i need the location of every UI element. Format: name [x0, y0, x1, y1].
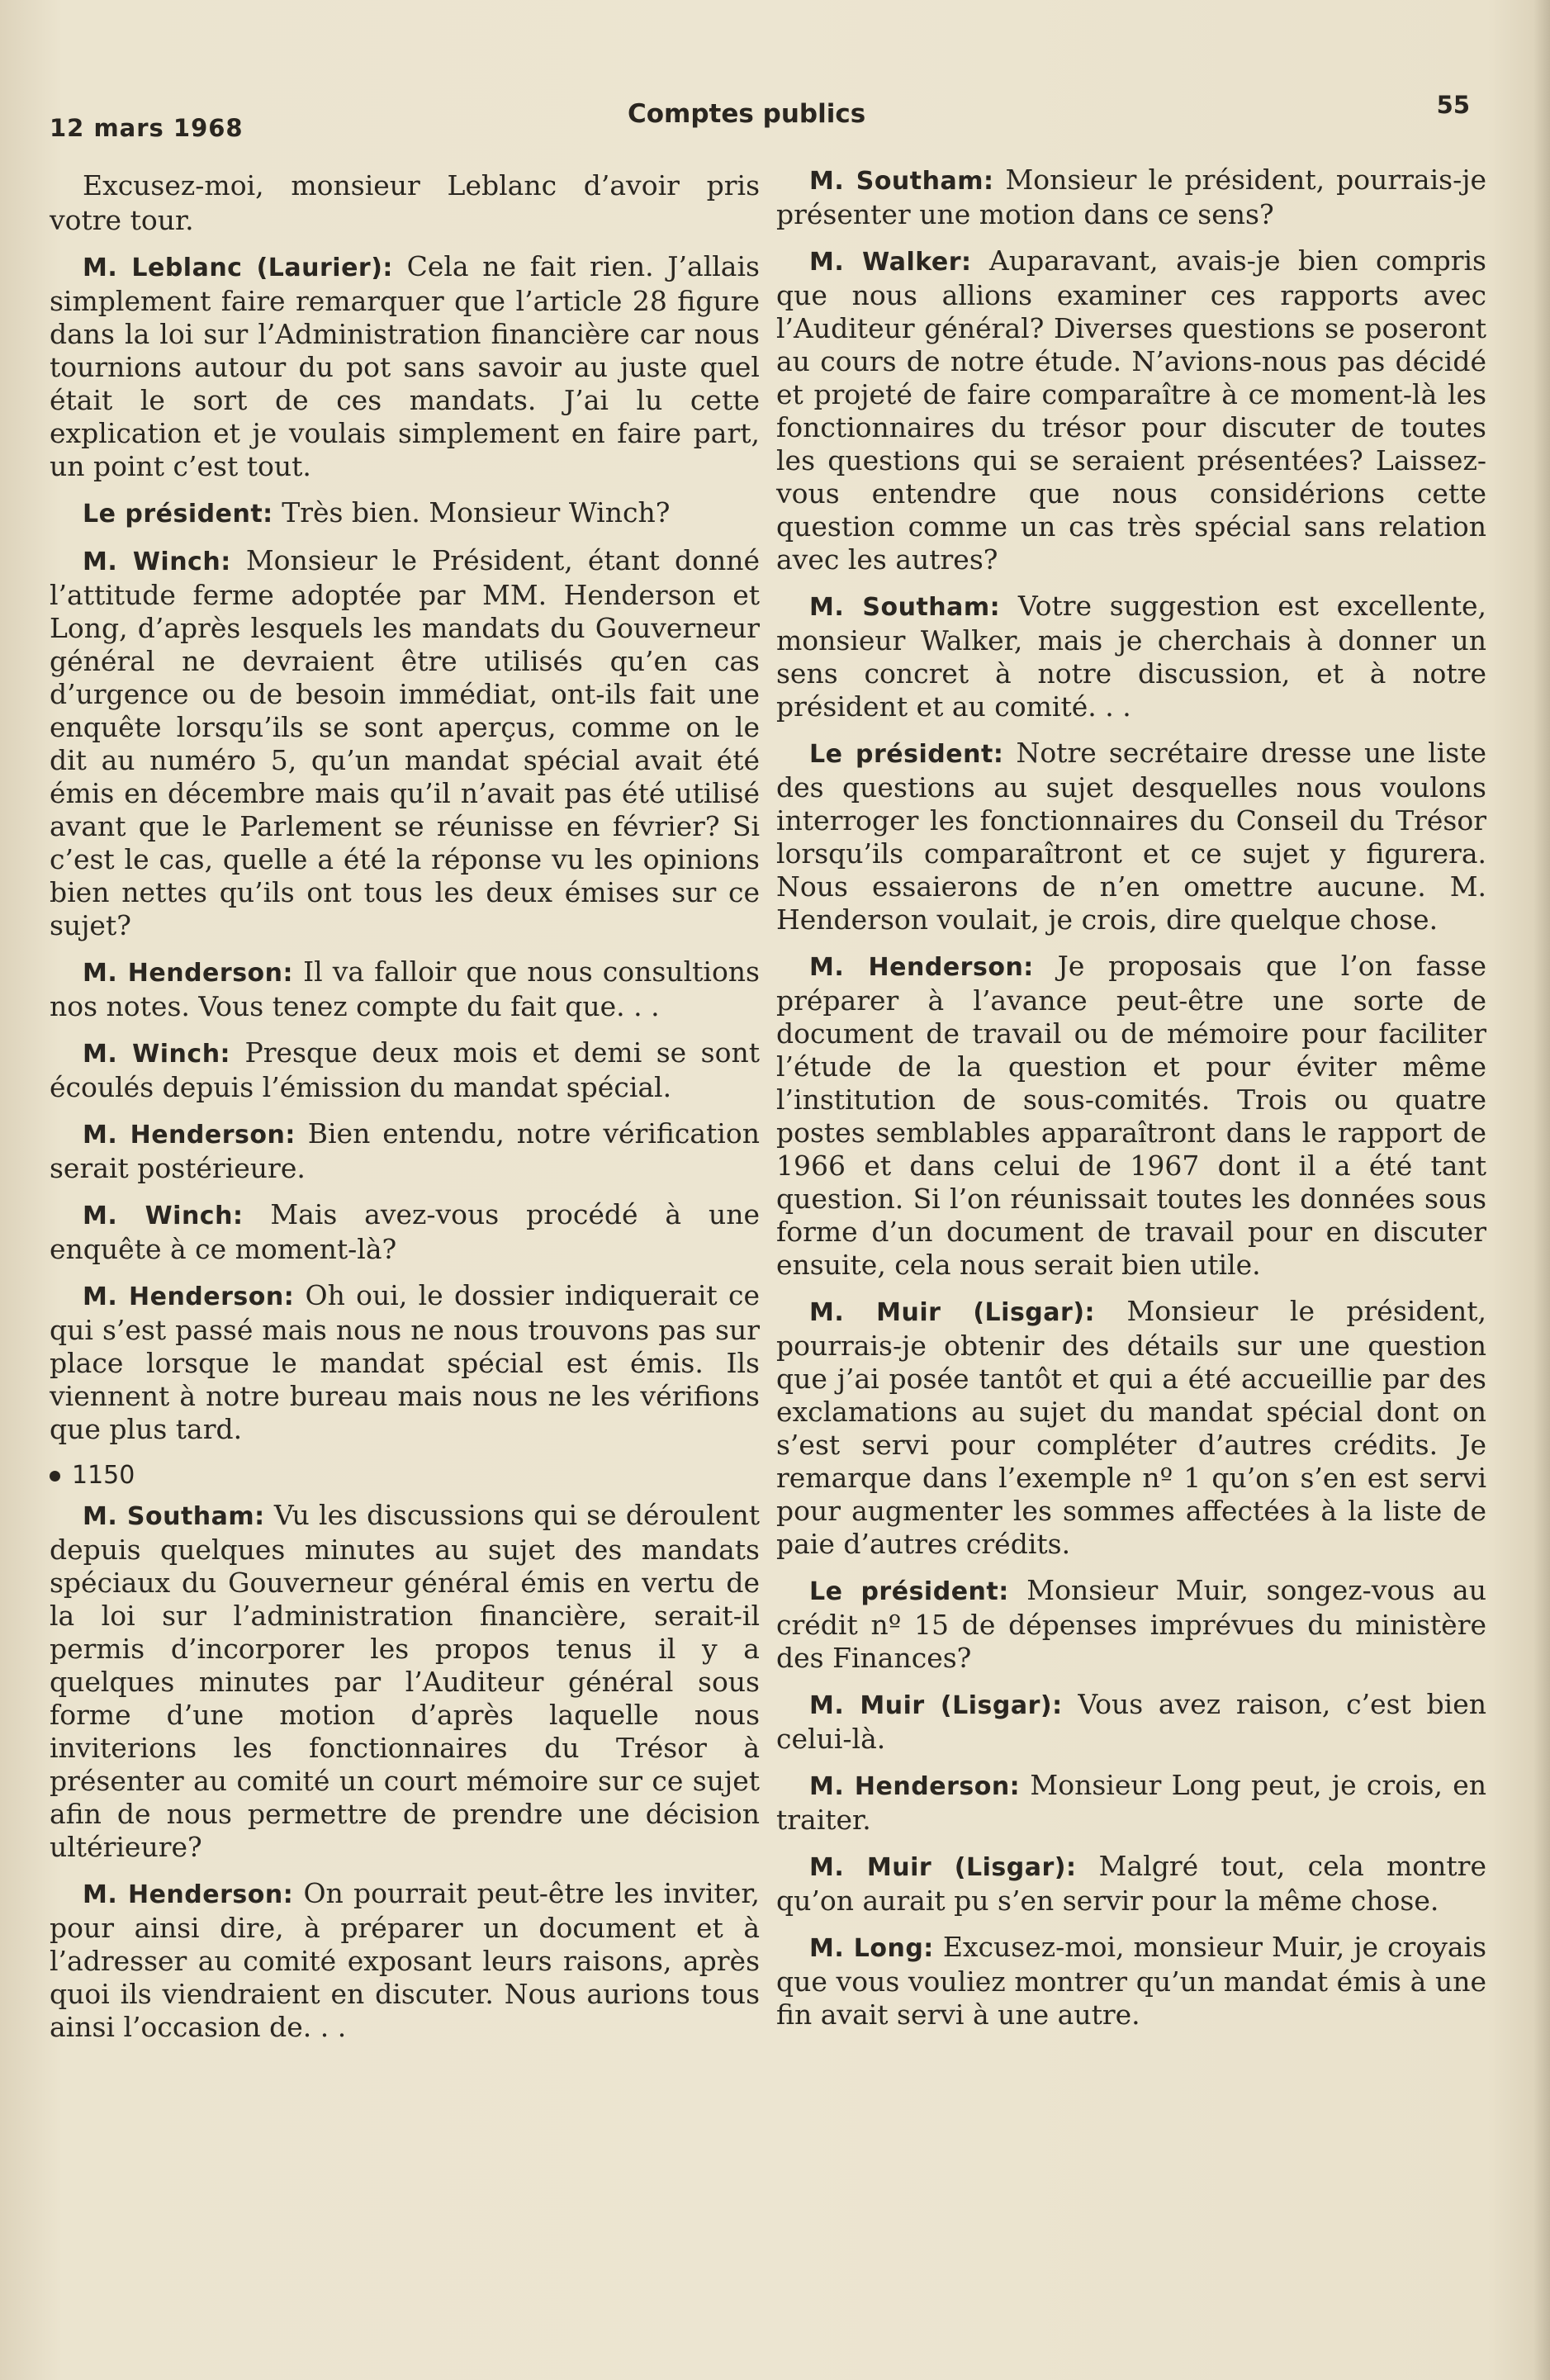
speaker-name: M. Winch:: [83, 548, 231, 576]
paragraph-text: Monsieur le président, pourrais-je obtenir des détails sur une question que j’ai posée tantôt et qui a été accueillie par des exclamations au sujet du mandat spécial dont on s’est servi pour compléter d’autres crédits. Je remarque dans l’exemple nº 1 qu’on s’en est servi pour augmenter les sommes affectées à la liste de paie d’autres crédits.: [776, 1295, 1486, 1560]
paragraph: [50, 1279, 760, 1446]
paragraph-text: Cela ne fait rien. J’allais simplement faire remarquer que l’article 28 figure dans la loi sur l’Administration financière car nous tournions autour du pot sans savoir au juste quel était le sort de ces mandats. J’ai lu cette explication et je voulais simplement en faire part, un point c’est tout.: [50, 250, 760, 482]
paragraph: [50, 544, 760, 942]
page-header: [50, 83, 1470, 140]
paragraph-text: Très bien. Monsieur Winch?: [282, 496, 671, 529]
speaker-name: M. Henderson:: [83, 1282, 295, 1311]
paragraph-text: Notre secrétaire dresse une liste des questions au sujet desquelles nous voulons interroger les fonctionnaires du Conseil du Trésor lorsqu’ils comparaîtront et ce sujet y figurera. Nous essaierons de n’en omettre aucune. M. Henderson voulait, je crois, dire quelque chose.: [776, 737, 1486, 936]
paragraph: [776, 1688, 1486, 1756]
paragraph-text: Excusez-moi, monsieur Leblanc d’avoir pris votre tour.: [50, 169, 760, 236]
speaker-name: M. Leblanc (Laurier):: [83, 254, 393, 282]
speaker-name: M. Muir (Lisgar):: [809, 1691, 1063, 1720]
paragraph-text: Je proposais que l’on fasse préparer à l’avance peut-être une sorte de document de travail ou de mémoire pour faciliter l’étude de la question et pour éviter même l’institution de sous-comités. Trois ou quatre postes semblables apparaîtront dans le rapport de 1966 et dans celui de 1967 dont il a été tant question. Si l’on réunissait toutes les données sous forme d’un document de travail pour en discuter ensuite, cela nous serait bien utile.: [776, 950, 1486, 1281]
paragraph-text: Bien entendu, notre vérification serait postérieure.: [50, 1117, 760, 1184]
speaker-name: M. Long:: [809, 1934, 934, 1963]
speaker-name: M. Henderson:: [83, 959, 294, 988]
paragraph: [50, 1499, 760, 1864]
speaker-name: M. Henderson:: [83, 1121, 296, 1150]
speaker-name: M. Southam:: [809, 593, 1001, 622]
right-column: [776, 164, 1486, 2045]
paragraph-text: Monsieur Muir, songez-vous au crédit nº 15 de dépenses imprévues du ministère des Finances?: [776, 1574, 1486, 1674]
paragraph: [776, 1769, 1486, 1837]
paragraph: [50, 1117, 760, 1185]
speaker-name: M. Southam:: [83, 1502, 265, 1531]
paragraph: [50, 169, 760, 237]
speaker-name: M. Muir (Lisgar):: [809, 1853, 1077, 1882]
paragraph: [776, 1295, 1486, 1561]
speaker-name: M. Henderson:: [83, 1880, 294, 1909]
header-date: 12 mars 1968: [50, 114, 244, 142]
paragraph: [776, 590, 1486, 723]
paragraph-text: On pourrait peut-être les inviter, pour ainsi dire, à préparer un document et à l’adresser au comité exposant leurs raisons, après quoi ils viendraient en discuter. Nous aurions tous ainsi l’occasion de. . .: [50, 1877, 760, 2043]
paragraph: [776, 737, 1486, 936]
speaker-name: Le président:: [809, 740, 1004, 769]
paragraph: [50, 250, 760, 483]
bullet-icon: [50, 1471, 60, 1482]
paragraph: [776, 1931, 1486, 2032]
speaker-name: M. Henderson:: [809, 953, 1034, 982]
time-marker-label: 1150: [72, 1461, 135, 1490]
paragraph: [50, 1036, 760, 1104]
paragraph-text: Votre suggestion est excellente, monsieur Walker, mais je cherchais à donner un sens concret à notre discussion, et à notre président et au comité. . .: [776, 590, 1486, 723]
paragraph-text: Monsieur le Président, étant donné l’attitude ferme adoptée par MM. Henderson et Long, d’après lesquels les mandats du Gouverneur général ne devraient être utilisés qu’en cas d’urgence ou de besoin immédiat, ont-ils fait une enquête lorsqu’ils se sont aperçus, comme on le dit au numéro 5, qu’un mandat spécial avait été émis en décembre mais qu’il n’avait pas été utilisé avant que le Parlement se réunisse en février? Si c’est le cas, quelle a été la réponse vu les opinions bien nettes qu’ils ont tous les deux émises sur ce sujet?: [50, 544, 760, 941]
speaker-name: M. Walker:: [809, 248, 972, 277]
paragraph: [50, 955, 760, 1023]
paragraph-text: Vous avez raison, c’est bien celui-là.: [776, 1688, 1486, 1755]
paragraph: [776, 1850, 1486, 1918]
paragraph: [776, 1574, 1486, 1675]
left-column: [50, 169, 760, 2057]
speaker-name: M. Southam:: [809, 167, 994, 196]
speaker-name: M. Henderson:: [809, 1772, 1021, 1801]
paragraph: [50, 496, 760, 531]
paragraph: [50, 1198, 760, 1266]
speaker-name: Le président:: [809, 1577, 1009, 1606]
paragraph: [776, 244, 1486, 576]
paragraph-text: Excusez-moi, monsieur Muir, je croyais que vous vouliez montrer qu’un mandat émis à une fin avait servi à une autre.: [776, 1931, 1486, 2031]
paragraph-text: Presque deux mois et demi se sont écoulés depuis l’émission du mandat spécial.: [50, 1036, 760, 1103]
speaker-name: M. Winch:: [83, 1202, 244, 1230]
header-title: Comptes publics: [628, 99, 866, 129]
paragraph-text: Monsieur Long peut, je crois, en traiter.: [776, 1769, 1486, 1836]
page-number: 55: [1436, 91, 1470, 119]
page-binding-shadow: [1533, 0, 1550, 2380]
paragraph-text: Monsieur le président, pourrais-je présenter une motion dans ce sens?: [776, 164, 1486, 230]
paragraph: [776, 950, 1486, 1282]
paragraph-text: Vu les discussions qui se déroulent depuis quelques minutes au sujet des mandats spéciaux du Gouverneur général émis en vertu de la loi sur l’administration financière, serait-il permis d’incorporer les propos tenus il y a quelques minutes par l’Auditeur général sous forme d’une motion d’après laquelle nous inviterions les fonctionnaires du Trésor à présenter au comité un court mémoire sur ce sujet afin de nous permettre de prendre une décision ultérieure?: [50, 1499, 760, 1863]
speaker-name: M. Muir (Lisgar):: [809, 1298, 1096, 1327]
paragraph-text: Malgré tout, cela montre qu’on aurait pu s’en servir pour la même chose.: [776, 1850, 1486, 1917]
paragraph-text: Oh oui, le dossier indiquerait ce qui s’est passé mais nous ne nous trouvons pas sur place lorsque le mandat spécial est émis. Ils viennent à notre bureau mais nous ne les vérifions que plus tard.: [50, 1279, 760, 1445]
paragraph-text: Il va falloir que nous consultions nos notes. Vous tenez compte du fait que. . .: [50, 955, 760, 1022]
speaker-name: Le président:: [83, 500, 273, 529]
paragraph-text: Auparavant, avais-je bien compris que nous allions examiner ces rapports avec l’Auditeur général? Diverses questions se poseront au cours de notre étude. N’avions-nous pas décidé et projeté de faire comparaître à ce moment-là les fonctionnaires du trésor pour discuter de toutes les questions qui se seraient présentées? Laissez-vous entendre que nous considérions cette question comme un cas très spécial sans relation avec les autres?: [776, 244, 1486, 576]
speaker-name: M. Winch:: [83, 1040, 231, 1069]
paragraph: [50, 1877, 760, 2044]
paragraph-text: Mais avez-vous procédé à une enquête à ce moment-là?: [50, 1198, 760, 1265]
paragraph: [776, 164, 1486, 231]
time-marker: [50, 1459, 760, 1492]
